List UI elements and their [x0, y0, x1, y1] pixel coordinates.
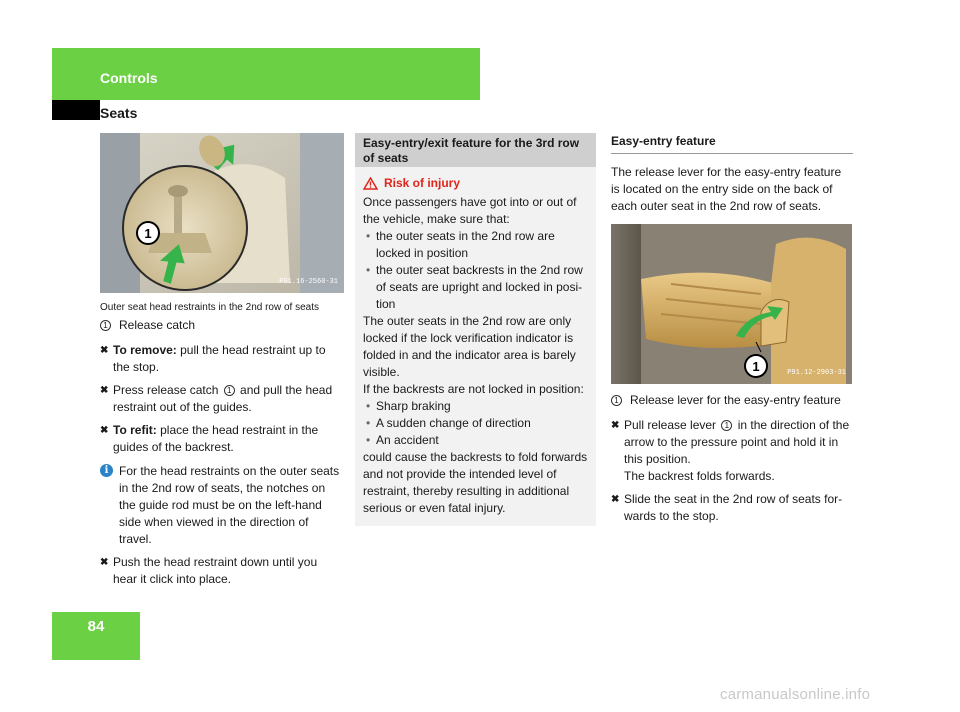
legend-label: Release lever for the easy-entry feature: [630, 393, 841, 407]
arrow-right-icon: ✖: [100, 425, 109, 436]
callout-1-icon: 1: [611, 395, 622, 406]
risk-label: [363, 175, 591, 192]
warning-box: [355, 133, 596, 526]
warning-heading: Easy-entry/exit feature for the 3rd row of seats: [355, 133, 596, 167]
right-column: [611, 133, 853, 525]
list-item: • An accident: [363, 432, 591, 449]
arrow-right-icon: ✖: [100, 557, 109, 568]
step-text-pre: Press release catch: [113, 383, 222, 397]
warning-paragraph: The outer seats in the 2nd row are only locked if the lock verification indicator is folded in and the indicator area is barely visible.: [363, 314, 576, 379]
step-bold: To refit:: [113, 423, 157, 437]
section-tab-marker: [52, 100, 100, 120]
arrow-right-icon: ✖: [611, 420, 620, 431]
list-item: • Sharp braking: [363, 398, 591, 415]
step-pull-lever: [611, 417, 853, 485]
info-note: [100, 463, 344, 548]
step-text: Slide the seat in the 2nd row of seats for-wards to the stop.: [624, 492, 843, 523]
warning-condition: If the backrests are not locked in position:: [363, 382, 584, 396]
legend-item: [611, 392, 853, 409]
step-refit: [100, 422, 344, 456]
list-item-text: An accident: [376, 433, 439, 447]
callout-1-icon: 1: [721, 420, 732, 431]
callout-1-icon: 1: [100, 320, 111, 331]
warning-triangle-icon: [363, 177, 378, 190]
step-text-post: in the direction of the arrow to the pressure point and hold it in this position.: [624, 418, 850, 466]
arrow-right-icon: ✖: [100, 345, 109, 356]
step-remove: [100, 342, 344, 376]
middle-column: [355, 133, 596, 526]
step-text: place the head restraint in the guides of the backrest.: [113, 423, 319, 454]
list-item-text: Sharp braking: [376, 399, 451, 413]
photo-caption: Outer seat head restraints in the 2nd row of seats: [100, 302, 320, 313]
note-text: For the head restraints on the outer seats in the 2nd row of seats, the notches on the guide rod must be on the left-hand side when viewed in the direction of travel.: [119, 464, 340, 546]
intro-text: The release lever for the easy-entry feature is located on the entry side on the back of each outer seat in the 2nd row of seats.: [611, 165, 842, 213]
step-push: [100, 554, 344, 588]
step-slide-seat: [611, 491, 853, 525]
callout-1-icon: 1: [224, 385, 235, 396]
page-title: Seats: [100, 105, 138, 121]
head-restraint-photo: [100, 133, 344, 293]
risk-text: Risk of injury: [384, 176, 461, 190]
warning-intro: Once passengers have got into or out of the vehicle, make sure that:: [363, 195, 577, 226]
photo-callout-1: 1: [144, 226, 152, 241]
arrow-right-icon: ✖: [100, 385, 109, 396]
step-press-catch: [100, 382, 344, 416]
info-icon: i: [100, 464, 113, 477]
legend-label: Release catch: [119, 318, 196, 332]
left-column: [100, 133, 344, 588]
list-item: • the outer seats in the 2nd row are locked in position: [363, 228, 591, 262]
warning-body: [355, 167, 596, 517]
step-text: pull the head restraint up to the stop.: [113, 343, 326, 374]
watermark-text: carmanualsonline.info: [720, 686, 871, 703]
list-item: • A sudden change of direction: [363, 415, 591, 432]
list-item-text: A sudden change of direction: [376, 416, 531, 430]
warning-closing: could cause the backrests to fold forwards and not provide the intended level of restraint, thereby resulting in additional serious or even fatal injury.: [363, 450, 588, 515]
legend-item: [100, 317, 344, 334]
section-heading: Easy-entry feature: [611, 133, 853, 154]
step-text-post: and pull the head restraint out of the guides.: [113, 383, 333, 414]
image-code: P91.12-2903-31: [787, 369, 846, 377]
step-text: Push the head restraint down until you hear it click into place.: [113, 555, 318, 586]
arrow-right-icon: ✖: [611, 494, 620, 505]
image-code: P91.16-2560-31: [279, 278, 338, 286]
page-number: 84: [87, 618, 105, 635]
list-item-text: the outer seat backrests in the 2nd row of seats are upright and locked in posi-tion: [376, 263, 583, 311]
list-item: • the outer seat backrests in the 2nd row of seats are upright and locked in posi-tion: [363, 262, 591, 313]
list-item-text: the outer seats in the 2nd row are locked in position: [376, 229, 555, 260]
step-bold: To remove:: [113, 343, 177, 357]
photo-callout-1: 1: [752, 359, 760, 374]
easy-entry-photo: [611, 224, 852, 384]
step-result: The backrest folds forwards.: [624, 469, 775, 483]
step-text-pre: Pull release lever: [624, 418, 720, 432]
section-label: Controls: [100, 70, 158, 86]
